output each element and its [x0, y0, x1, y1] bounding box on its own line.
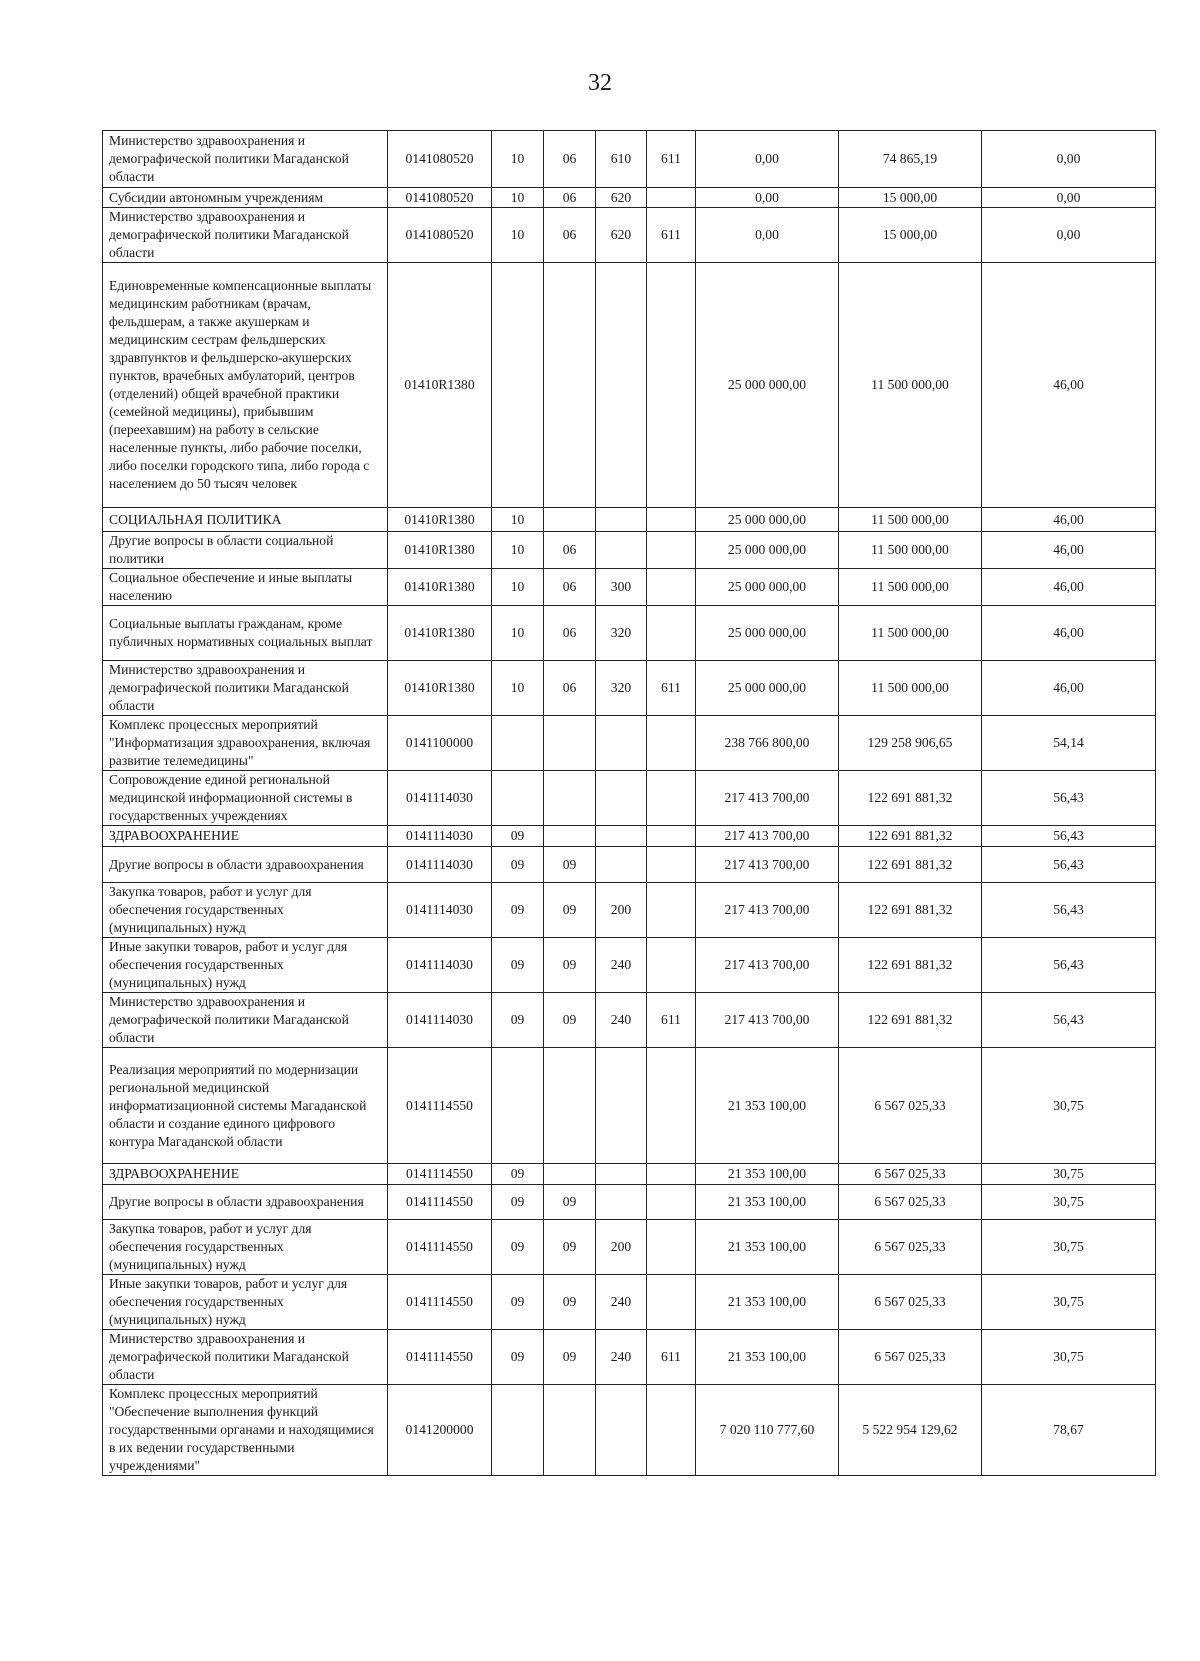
plan-amount-cell: 25 000 000,00 [696, 661, 839, 716]
section-cell: 09 [492, 1185, 544, 1220]
actual-amount-cell: 6 567 025,33 [839, 1185, 982, 1220]
actual-amount-cell: 6 567 025,33 [839, 1048, 982, 1164]
subsection-cell [544, 716, 596, 771]
expense-type-cell [596, 263, 647, 508]
table-row [103, 938, 1156, 993]
plan-amount-cell: 0,00 [696, 131, 839, 188]
actual-amount-cell: 11 500 000,00 [839, 508, 982, 532]
budget-code-cell: 01410R1380 [388, 661, 492, 716]
subsection-cell: 09 [544, 847, 596, 883]
section-cell [492, 716, 544, 771]
row-name-cell: СОЦИАЛЬНАЯ ПОЛИТИКА [103, 508, 388, 532]
budget-code-cell: 01410R1380 [388, 606, 492, 661]
admin-code-cell [647, 883, 696, 938]
plan-amount-cell: 21 353 100,00 [696, 1185, 839, 1220]
row-name-cell: Комплекс процессных мероприятий "Информатизация здравоохранения, включая развитие телемедицины" [103, 716, 388, 771]
expense-type-cell [596, 1185, 647, 1220]
table-row [103, 1330, 1156, 1385]
table-row [103, 532, 1156, 569]
budget-code-cell: 0141114030 [388, 938, 492, 993]
subsection-cell: 06 [544, 532, 596, 569]
section-cell: 10 [492, 606, 544, 661]
budget-code-cell: 0141080520 [388, 131, 492, 188]
admin-code-cell [647, 263, 696, 508]
admin-code-cell [647, 1048, 696, 1164]
execution-percent-cell: 30,75 [982, 1220, 1156, 1275]
table-row [103, 1164, 1156, 1185]
section-cell [492, 1048, 544, 1164]
row-name-cell: Министерство здравоохранения и демографической политики Магаданской области [103, 661, 388, 716]
table-row [103, 1275, 1156, 1330]
expense-type-cell: 320 [596, 606, 647, 661]
execution-percent-cell: 30,75 [982, 1330, 1156, 1385]
section-cell: 09 [492, 1275, 544, 1330]
subsection-cell: 09 [544, 1220, 596, 1275]
admin-code-cell [647, 771, 696, 826]
actual-amount-cell: 6 567 025,33 [839, 1220, 982, 1275]
actual-amount-cell: 11 500 000,00 [839, 532, 982, 569]
subsection-cell: 06 [544, 661, 596, 716]
row-name-cell: Другие вопросы в области социальной политики [103, 532, 388, 569]
row-name-cell: ЗДРАВООХРАНЕНИЕ [103, 826, 388, 847]
subsection-cell [544, 771, 596, 826]
actual-amount-cell: 122 691 881,32 [839, 771, 982, 826]
actual-amount-cell: 122 691 881,32 [839, 847, 982, 883]
admin-code-cell [647, 716, 696, 771]
section-cell: 10 [492, 508, 544, 532]
actual-amount-cell: 15 000,00 [839, 208, 982, 263]
execution-percent-cell: 30,75 [982, 1048, 1156, 1164]
execution-percent-cell: 54,14 [982, 716, 1156, 771]
subsection-cell: 06 [544, 569, 596, 606]
admin-code-cell [647, 532, 696, 569]
subsection-cell: 09 [544, 938, 596, 993]
actual-amount-cell: 15 000,00 [839, 188, 982, 208]
row-name-cell: Реализация мероприятий по модернизации региональной медицинской информатизационной системы Магаданской области и создание единого цифрового контура Магаданской области [103, 1048, 388, 1164]
budget-code-cell: 0141114550 [388, 1275, 492, 1330]
budget-code-cell: 0141114550 [388, 1048, 492, 1164]
expense-type-cell: 300 [596, 569, 647, 606]
plan-amount-cell: 217 413 700,00 [696, 847, 839, 883]
table-row [103, 771, 1156, 826]
table-row [103, 569, 1156, 606]
row-name-cell: Социальное обеспечение и иные выплаты населению [103, 569, 388, 606]
row-name-cell: Иные закупки товаров, работ и услуг для обеспечения государственных (муниципальных) нужд [103, 938, 388, 993]
admin-code-cell: 611 [647, 131, 696, 188]
table-row [103, 1048, 1156, 1164]
budget-code-cell: 0141114030 [388, 771, 492, 826]
section-cell: 09 [492, 883, 544, 938]
execution-percent-cell: 46,00 [982, 661, 1156, 716]
execution-percent-cell: 30,75 [982, 1164, 1156, 1185]
execution-percent-cell: 30,75 [982, 1185, 1156, 1220]
execution-percent-cell: 78,67 [982, 1385, 1156, 1476]
row-name-cell: Субсидии автономным учреждениям [103, 188, 388, 208]
table-row [103, 1185, 1156, 1220]
expense-type-cell: 240 [596, 993, 647, 1048]
plan-amount-cell: 217 413 700,00 [696, 938, 839, 993]
section-cell: 10 [492, 532, 544, 569]
execution-percent-cell: 46,00 [982, 569, 1156, 606]
actual-amount-cell: 122 691 881,32 [839, 993, 982, 1048]
actual-amount-cell: 6 567 025,33 [839, 1164, 982, 1185]
budget-code-cell: 0141114030 [388, 883, 492, 938]
section-cell: 10 [492, 569, 544, 606]
expense-type-cell: 240 [596, 1330, 647, 1385]
section-cell: 10 [492, 131, 544, 188]
row-name-cell: Другие вопросы в области здравоохранения [103, 1185, 388, 1220]
subsection-cell: 09 [544, 1330, 596, 1385]
actual-amount-cell: 122 691 881,32 [839, 938, 982, 993]
budget-code-cell: 01410R1380 [388, 569, 492, 606]
budget-code-cell: 0141114550 [388, 1220, 492, 1275]
page-number: 32 [588, 70, 612, 96]
execution-percent-cell: 56,43 [982, 993, 1156, 1048]
execution-percent-cell: 56,43 [982, 883, 1156, 938]
subsection-cell: 09 [544, 1275, 596, 1330]
subsection-cell: 06 [544, 208, 596, 263]
expense-type-cell [596, 508, 647, 532]
budget-code-cell: 01410R1380 [388, 263, 492, 508]
section-cell: 09 [492, 993, 544, 1048]
budget-code-cell: 0141200000 [388, 1385, 492, 1476]
section-cell: 09 [492, 1164, 544, 1185]
row-name-cell: Другие вопросы в области здравоохранения [103, 847, 388, 883]
actual-amount-cell: 5 522 954 129,62 [839, 1385, 982, 1476]
budget-code-cell: 01410R1380 [388, 532, 492, 569]
subsection-cell [544, 826, 596, 847]
execution-percent-cell: 0,00 [982, 188, 1156, 208]
section-cell: 09 [492, 847, 544, 883]
actual-amount-cell: 74 865,19 [839, 131, 982, 188]
actual-amount-cell: 11 500 000,00 [839, 661, 982, 716]
table-row [103, 661, 1156, 716]
row-name-cell: Комплекс процессных мероприятий "Обеспечение выполнения функций государственными органами и находящимися в их ведении государственными учреждениями" [103, 1385, 388, 1476]
execution-percent-cell: 56,43 [982, 771, 1156, 826]
plan-amount-cell: 21 353 100,00 [696, 1048, 839, 1164]
expense-type-cell [596, 716, 647, 771]
row-name-cell: Министерство здравоохранения и демографической политики Магаданской области [103, 993, 388, 1048]
table-row [103, 883, 1156, 938]
row-name-cell: Закупка товаров, работ и услуг для обеспечения государственных (муниципальных) нужд [103, 883, 388, 938]
table-row [103, 131, 1156, 188]
section-cell: 09 [492, 1330, 544, 1385]
subsection-cell: 09 [544, 1185, 596, 1220]
plan-amount-cell: 217 413 700,00 [696, 993, 839, 1048]
budget-code-cell: 0141080520 [388, 208, 492, 263]
section-cell: 09 [492, 938, 544, 993]
section-cell [492, 263, 544, 508]
actual-amount-cell: 11 500 000,00 [839, 606, 982, 661]
admin-code-cell [647, 188, 696, 208]
admin-code-cell [647, 606, 696, 661]
actual-amount-cell: 11 500 000,00 [839, 263, 982, 508]
table-row [103, 263, 1156, 508]
subsection-cell [544, 263, 596, 508]
budget-code-cell: 0141114550 [388, 1185, 492, 1220]
plan-amount-cell: 21 353 100,00 [696, 1164, 839, 1185]
budget-code-cell: 01410R1380 [388, 508, 492, 532]
plan-amount-cell: 25 000 000,00 [696, 263, 839, 508]
actual-amount-cell: 6 567 025,33 [839, 1275, 982, 1330]
execution-percent-cell: 0,00 [982, 131, 1156, 188]
section-cell: 10 [492, 661, 544, 716]
budget-code-cell: 0141114550 [388, 1164, 492, 1185]
table-row [103, 1220, 1156, 1275]
row-name-cell: Иные закупки товаров, работ и услуг для обеспечения государственных (муниципальных) нужд [103, 1275, 388, 1330]
expense-type-cell: 610 [596, 131, 647, 188]
admin-code-cell [647, 1275, 696, 1330]
expense-type-cell: 620 [596, 188, 647, 208]
section-cell: 10 [492, 188, 544, 208]
expense-type-cell [596, 1385, 647, 1476]
row-name-cell: Социальные выплаты гражданам, кроме публичных нормативных социальных выплат [103, 606, 388, 661]
plan-amount-cell: 25 000 000,00 [696, 569, 839, 606]
actual-amount-cell: 6 567 025,33 [839, 1330, 982, 1385]
expense-type-cell: 200 [596, 883, 647, 938]
subsection-cell [544, 508, 596, 532]
plan-amount-cell: 217 413 700,00 [696, 771, 839, 826]
subsection-cell [544, 1164, 596, 1185]
table-row [103, 716, 1156, 771]
plan-amount-cell: 217 413 700,00 [696, 826, 839, 847]
budget-code-cell: 0141080520 [388, 188, 492, 208]
actual-amount-cell: 129 258 906,65 [839, 716, 982, 771]
execution-percent-cell: 46,00 [982, 532, 1156, 569]
plan-amount-cell: 21 353 100,00 [696, 1330, 839, 1385]
expense-type-cell [596, 771, 647, 826]
row-name-cell: Министерство здравоохранения и демографической политики Магаданской области [103, 208, 388, 263]
row-name-cell: Министерство здравоохранения и демографической политики Магаданской области [103, 1330, 388, 1385]
admin-code-cell [647, 938, 696, 993]
plan-amount-cell: 25 000 000,00 [696, 606, 839, 661]
execution-percent-cell: 46,00 [982, 508, 1156, 532]
subsection-cell: 06 [544, 606, 596, 661]
row-name-cell: Единовременные компенсационные выплаты медицинским работникам (врачам, фельдшерам, а также акушеркам и медицинским сестрам фельдшерских здравпунктов и фельдшерско-акушерских пунктов, врачебных амбулаторий, центров (отделений) общей врачебной практики (семейной медицины), прибывшим (переехавшим) на работу в сельские населенные пункты, либо рабочие поселки, либо поселки городского типа, либо города с населением до 50 тысяч человек [103, 263, 388, 508]
row-name-cell: Министерство здравоохранения и демографической политики Магаданской области [103, 131, 388, 188]
expense-type-cell: 200 [596, 1220, 647, 1275]
table-row [103, 188, 1156, 208]
admin-code-cell [647, 569, 696, 606]
table-row [103, 606, 1156, 661]
budget-code-cell: 0141100000 [388, 716, 492, 771]
plan-amount-cell: 0,00 [696, 188, 839, 208]
budget-table [102, 130, 1156, 1476]
budget-code-cell: 0141114030 [388, 993, 492, 1048]
expense-type-cell [596, 847, 647, 883]
admin-code-cell: 611 [647, 661, 696, 716]
actual-amount-cell: 122 691 881,32 [839, 883, 982, 938]
section-cell [492, 771, 544, 826]
subsection-cell: 06 [544, 188, 596, 208]
plan-amount-cell: 0,00 [696, 208, 839, 263]
plan-amount-cell: 21 353 100,00 [696, 1220, 839, 1275]
expense-type-cell [596, 1048, 647, 1164]
admin-code-cell [647, 1220, 696, 1275]
plan-amount-cell: 25 000 000,00 [696, 532, 839, 569]
admin-code-cell [647, 508, 696, 532]
subsection-cell: 09 [544, 883, 596, 938]
subsection-cell: 06 [544, 131, 596, 188]
admin-code-cell [647, 826, 696, 847]
admin-code-cell: 611 [647, 1330, 696, 1385]
expense-type-cell: 240 [596, 938, 647, 993]
subsection-cell [544, 1385, 596, 1476]
admin-code-cell: 611 [647, 993, 696, 1048]
section-cell: 09 [492, 826, 544, 847]
expense-type-cell: 240 [596, 1275, 647, 1330]
admin-code-cell [647, 1164, 696, 1185]
actual-amount-cell: 11 500 000,00 [839, 569, 982, 606]
subsection-cell [544, 1048, 596, 1164]
actual-amount-cell: 122 691 881,32 [839, 826, 982, 847]
execution-percent-cell: 0,00 [982, 208, 1156, 263]
section-cell: 10 [492, 208, 544, 263]
row-name-cell: ЗДРАВООХРАНЕНИЕ [103, 1164, 388, 1185]
admin-code-cell [647, 1385, 696, 1476]
execution-percent-cell: 56,43 [982, 938, 1156, 993]
execution-percent-cell: 46,00 [982, 606, 1156, 661]
budget-code-cell: 0141114030 [388, 826, 492, 847]
execution-percent-cell: 56,43 [982, 826, 1156, 847]
execution-percent-cell: 56,43 [982, 847, 1156, 883]
plan-amount-cell: 217 413 700,00 [696, 883, 839, 938]
table-row [103, 993, 1156, 1048]
execution-percent-cell: 46,00 [982, 263, 1156, 508]
budget-code-cell: 0141114030 [388, 847, 492, 883]
plan-amount-cell: 21 353 100,00 [696, 1275, 839, 1330]
row-name-cell: Сопровождение единой региональной медицинской информационной системы в государственных учреждениях [103, 771, 388, 826]
admin-code-cell [647, 847, 696, 883]
subsection-cell: 09 [544, 993, 596, 1048]
table-row [103, 208, 1156, 263]
expense-type-cell: 620 [596, 208, 647, 263]
admin-code-cell [647, 1185, 696, 1220]
table-row [103, 508, 1156, 532]
expense-type-cell: 320 [596, 661, 647, 716]
expense-type-cell [596, 532, 647, 569]
section-cell [492, 1385, 544, 1476]
admin-code-cell: 611 [647, 208, 696, 263]
table-row [103, 847, 1156, 883]
plan-amount-cell: 238 766 800,00 [696, 716, 839, 771]
execution-percent-cell: 30,75 [982, 1275, 1156, 1330]
expense-type-cell [596, 826, 647, 847]
section-cell: 09 [492, 1220, 544, 1275]
table-row [103, 826, 1156, 847]
expense-type-cell [596, 1164, 647, 1185]
table-row [103, 1385, 1156, 1476]
plan-amount-cell: 7 020 110 777,60 [696, 1385, 839, 1476]
row-name-cell: Закупка товаров, работ и услуг для обеспечения государственных (муниципальных) нужд [103, 1220, 388, 1275]
plan-amount-cell: 25 000 000,00 [696, 508, 839, 532]
budget-code-cell: 0141114550 [388, 1330, 492, 1385]
